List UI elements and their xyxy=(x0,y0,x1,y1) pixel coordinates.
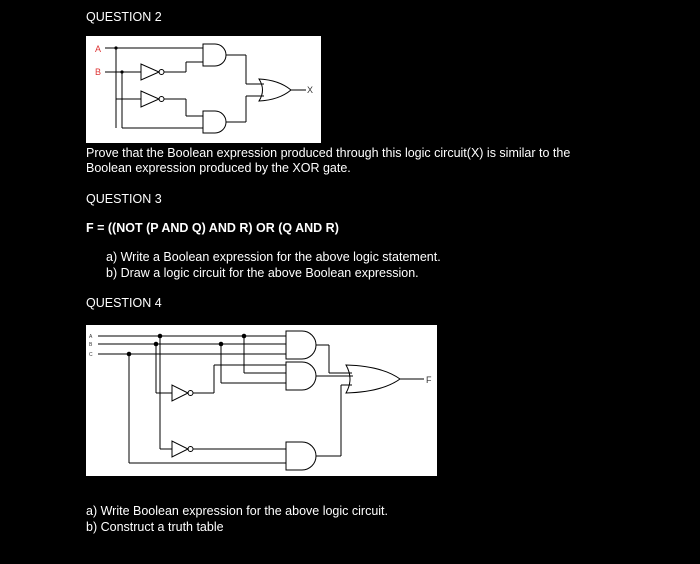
q4-label-f: F xyxy=(426,375,432,385)
q3-statement: F = ((NOT (P AND Q) AND R) OR (Q AND R) xyxy=(86,221,339,235)
q3-part-a: a) Write a Boolean expression for the above logic statement. xyxy=(106,250,441,264)
q4-and-gate-1 xyxy=(286,331,316,359)
q2-not-gate-1 xyxy=(141,64,159,80)
q4-part-a: a) Write Boolean expression for the above logic circuit. xyxy=(86,504,389,518)
q4-or-gate xyxy=(346,365,400,393)
q4-circuit-diagram xyxy=(86,325,437,476)
q3-heading: QUESTION 3 xyxy=(86,192,162,206)
q4-not-gate-2 xyxy=(172,441,188,457)
q2-circuit-diagram xyxy=(86,36,321,143)
q4-and-gate-3 xyxy=(286,442,316,470)
q2-prompt-line-2: Boolean expression produced by the XOR gate. xyxy=(86,161,351,175)
q4-and-gate-2 xyxy=(286,362,316,390)
q2-label-a: A xyxy=(95,44,102,54)
q4-label-a: A xyxy=(89,334,93,340)
q4-label-c: C xyxy=(89,352,93,358)
q2-not-gate-2 xyxy=(141,91,159,107)
q3-part-b: b) Draw a logic circuit for the above Boolean expression. xyxy=(106,266,419,280)
q2-or-gate xyxy=(259,79,291,101)
q4-not-gate-1 xyxy=(172,385,188,401)
q2-label-x: X xyxy=(307,85,314,95)
q2-label-b: B xyxy=(95,67,102,77)
q2-and-gate-2 xyxy=(203,111,226,133)
q2-prompt-line-1: Prove that the Boolean expression produced through this logic circuit(X) is similar to the xyxy=(86,146,571,160)
q4-heading: QUESTION 4 xyxy=(86,296,162,310)
q2-heading: QUESTION 2 xyxy=(86,10,162,24)
q2-and-gate-1 xyxy=(203,44,226,66)
q4-part-b: b) Construct a truth table xyxy=(86,520,224,534)
q4-label-b: B xyxy=(89,342,93,348)
